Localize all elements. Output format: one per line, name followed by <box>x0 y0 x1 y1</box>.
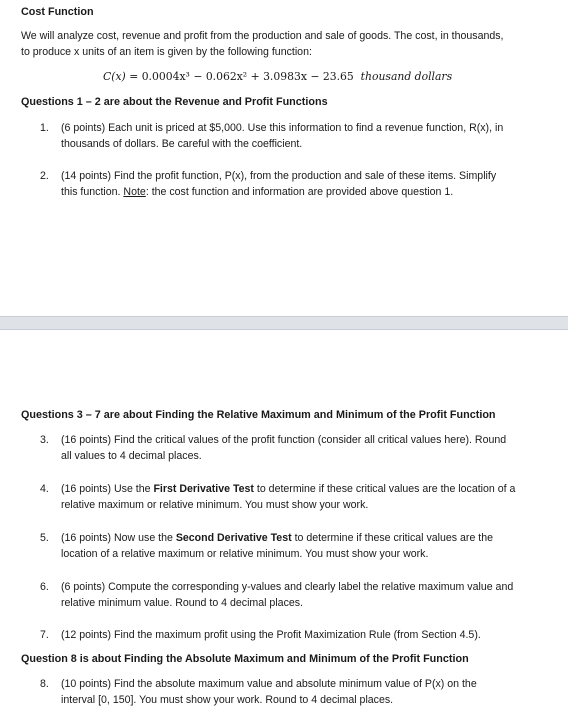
second-derivative-test-label: Second Derivative Test <box>175 532 292 544</box>
question-number: 5. <box>40 532 49 544</box>
question-number: 3. <box>40 434 49 446</box>
section-3-heading: Question 8 is about Finding the Absolute Maximum and Minimum of the Profit Function <box>21 653 469 665</box>
document-page-2 <box>0 330 568 718</box>
note-label: Note <box>123 186 146 198</box>
question-3-line-1: (16 points) Find the critical values of the profit function (consider all critical values here). Round <box>61 434 507 446</box>
question-number: 2. <box>40 170 49 182</box>
question-5-line-2: location of a relative maximum or relative minimum. You must show your work. <box>61 548 429 560</box>
question-2-line-2: this function. Note: the cost function and information are provided above question 1. <box>61 186 454 198</box>
formula-units: thousand dollars <box>360 70 453 83</box>
cost-function-heading: Cost Function <box>21 6 94 18</box>
intro-paragraph <box>21 28 551 60</box>
question-1-line-2: thousands of dollars. Be careful with the coefficient. <box>61 138 303 150</box>
question-number: 1. <box>40 122 49 134</box>
question-3-line-2: all values to 4 decimal places. <box>61 450 202 462</box>
question-6-line-1: (6 points) Compute the corresponding y-values and clearly label the relative maximum value and <box>61 581 514 593</box>
formula-lhs: C(x) = <box>103 70 142 83</box>
question-number: 8. <box>40 678 49 690</box>
question-2-line-1: (14 points) Find the profit function, P(x), from the production and sale of these items. Simplify <box>61 170 497 182</box>
question-5-line-1: (16 points) Now use the Second Derivative Test to determine if these critical values are the <box>61 532 494 544</box>
question-number: 6. <box>40 581 49 593</box>
formula-term-4: 23.65 <box>322 70 354 83</box>
intro-line-1: We will analyze cost, revenue and profit from the production and sale of goods. The cost, in thousands, <box>21 30 504 42</box>
question-7-line-1: (12 points) Find the maximum profit using the Profit Maximization Rule (from Section 4.5). <box>61 629 481 641</box>
first-derivative-test-label: First Derivative Test <box>153 483 254 495</box>
formula-term-1: 0.0004x³ <box>141 70 190 83</box>
question-4-line-1: (16 points) Use the First Derivative Test to determine if these critical values are the location of a <box>61 483 516 495</box>
question-4-line-2: relative maximum or relative minimum. You must show your work. <box>61 499 369 511</box>
intro-line-2: to produce x units of an item is given by the following function: <box>21 46 312 58</box>
question-1-line-1: (6 points) Each unit is priced at $5,000. Use this information to find a revenue function, R(x), in <box>61 122 504 134</box>
page-separator <box>0 316 568 330</box>
question-8-line-1: (10 points) Find the absolute maximum value and absolute minimum value of P(x) on the <box>61 678 477 690</box>
question-number: 4. <box>40 483 49 495</box>
question-8-line-2: interval [0, 150]. You must show your work. Round to 4 decimal places. <box>61 694 394 706</box>
document-page-1 <box>0 0 568 316</box>
section-1-heading: Questions 1 – 2 are about the Revenue and Profit Functions <box>21 96 328 108</box>
question-6-line-2: relative minimum value. Round to 4 decimal places. <box>61 597 304 609</box>
section-2-heading: Questions 3 – 7 are about Finding the Relative Maximum and Minimum of the Profit Function <box>21 409 496 421</box>
formula-term-2: 0.062x² <box>205 70 248 83</box>
cost-formula: C(x) = 0.0004x³ − 0.062x² + 3.0983x − 23.65 thousand dollars <box>103 70 453 83</box>
question-number: 7. <box>40 629 49 641</box>
formula-term-3: 3.0983x <box>263 70 307 83</box>
